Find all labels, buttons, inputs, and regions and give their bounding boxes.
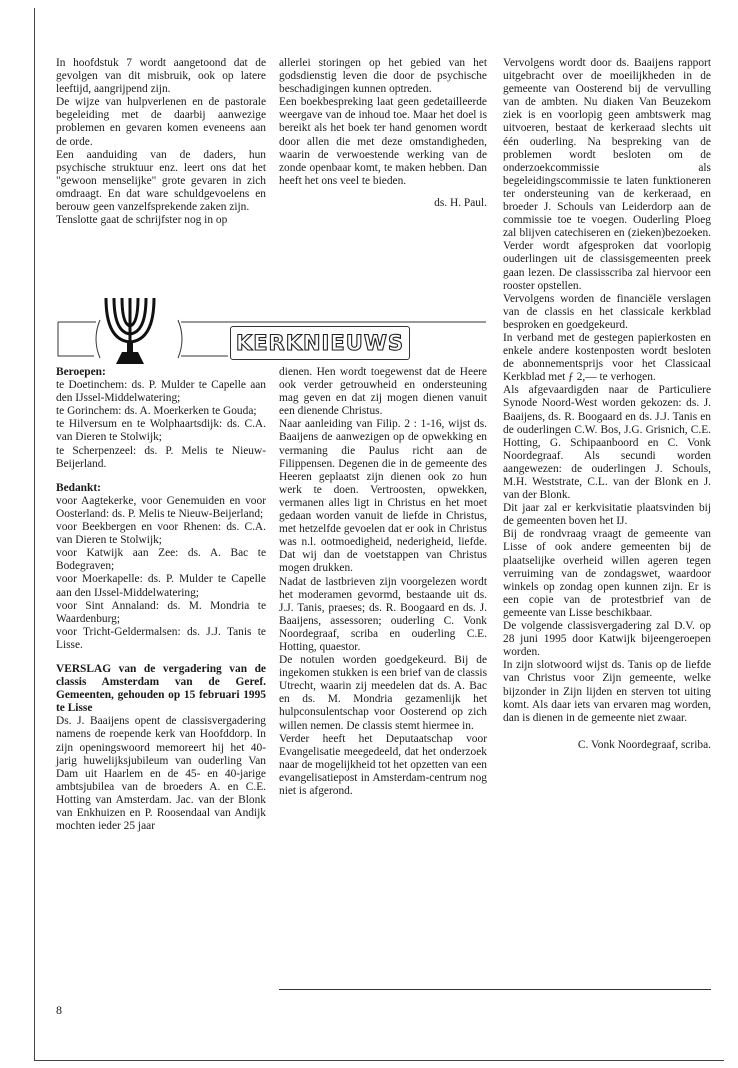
signature: ds. H. Paul.: [434, 196, 487, 209]
page-number: 8: [56, 1003, 62, 1017]
paragraph: dienen. Hen wordt toegewenst dat de Heere ook verder getrouwheid en ondersteuning mag geven en dat zij mogen dienen vanuit een dienende Christus.: [279, 366, 487, 418]
list-item: te Hilversum en te Wolphaartsdijk: ds. C.A. van Dieren te Stolwijk;: [56, 418, 266, 444]
list-item: voor Katwijk aan Zee: ds. A. Bac te Bodegraven;: [56, 547, 266, 573]
paragraph: Nadat de lastbrieven zijn voorgelezen wordt het moderamen gevormd, bestaande uit ds. J.J. Tanis, praeses; ds. R. Boogaard en ds. J. Baaijens, assessoren; ouderling C. Vonk Noordegraaf, scriba en ouderling C.E. Hotting, quaestor.: [279, 575, 487, 653]
paragraph: De notulen worden goedgekeurd. Bij de ingekomen stukken is een brief van de classis Utrecht, waarin zij meedelen dat ds. A. Bac en ds. M. Mondria gezamenlijk het hulpconsulentschap voor Oosterend op zich willen nemen. De classis stemt hiermee in.: [279, 654, 487, 732]
paragraph: allerlei storingen op het gebied van het godsdienstig leven die door de psychische beschadigingen kunnen optreden.: [279, 57, 487, 96]
paragraph: Verder heeft het Deputaatschap voor Evangelisatie meegedeeld, dat het onderzoek naar de mogelijkheid tot het opzetten van een evangelisatiepost in Amsterdam-centrum nog niet is afgerond.: [279, 732, 487, 797]
paragraph: Vervolgens worden de financiële verslagen van de classis en het classicale kerkblad besproken en goedgekeurd.: [503, 292, 711, 331]
paragraph: Als afgevaardigden naar de Particuliere Synode Noord-West worden gekozen: ds. J. Baaijens, ds. R. Boogaard en ds. J.J. Tanis en de ouderlingen C.W. Bos, J.G. Grisnich, C.E. Hotting, G. Schipaanboord en C. Vonk Noordegraaf. Als secundi worden aangewezen: de ouderlingen J. Schouls, M.H. Weststrate, C.L. van der Blonk en J. van der Blonk.: [503, 384, 711, 502]
paragraph: In verband met de gestegen papierkosten en enkele andere kostenposten wordt besloten de abonnementsprijs voor het Classicaal Kerkblad met ƒ 2,— te verhogen.: [503, 331, 711, 384]
list-item: voor Beekbergen en voor Rhenen: ds. C.A. van Dieren te Stolwijk;: [56, 521, 266, 547]
beroepen-heading: Beroepen:: [56, 366, 106, 378]
bottom-rule: [279, 989, 711, 990]
verslag-column-3: [503, 57, 711, 752]
paragraph: In hoofdstuk 7 wordt aangetoond dat de gevolgen van dit misbruik, ook op latere leeftijd, aangrijpend zijn.: [56, 57, 266, 96]
paragraph: Dit jaar zal er kerkvisitatie plaatsvinden bij de gemeenten boven het IJ.: [503, 502, 711, 528]
section-title: KERKNIEUWS: [235, 331, 405, 355]
paragraph: Vervolgens wordt door ds. Baaijens rapport uitgebracht over de moeilijkheden in de gemeente van Oosterend bij de vervulling van de ambten. Nu diaken Van Beuzekom ziek is en voorlopig geen ambtswerk mag uitvoeren, bestaat de kerkeraad slechts uit één ouderling. Na bespreking van de problemen wordt besloten om de onderzoekcommissie als begeleidingscommissie te laten funktioneren ter ondersteuning van de kerkeraad, en broeder J. Schouls van Leiderdorp aan de commissie toe te voegen. Ouderling Ploeg zal blijven catechiseren en (zieken)bezoeken. Verder wordt afgesproken dat voorlopig ouderlingen uit de classisgemeenten preek gaan lezen. De classisscriba zal hiervoor een rooster opstellen.: [503, 57, 711, 292]
list-item: te Scherpenzeel: ds. P. Melis te Nieuw-Beijerland.: [56, 444, 266, 470]
verslag-heading: VERSLAG van de vergadering van de classis Amsterdam van de Geref. Gemeenten, gehouden op 15 februari 1995 te Lisse: [56, 662, 266, 715]
list-item: voor Aagtekerke, voor Genemuiden en voor Oosterland: ds. P. Melis te Nieuw-Beijerland;: [56, 494, 266, 520]
paragraph: Bij de rondvraag vraagt de gemeente van Lisse of ook andere gemeenten bij de plaatselijke overheid willen ageren tegen verruiming van de zondagswet, waardoor winkels op zondag open kunnen zijn. Er is een copie van de protestbrief van de gemeente van Lisse beschikbaar.: [503, 528, 711, 619]
article-column-1: [56, 57, 266, 227]
list-item: voor Sint Annaland: ds. M. Mondria te Waardenburg;: [56, 599, 266, 625]
list-item: voor Moerkapelle: ds. P. Mulder te Capelle aan den IJssel-Middelwatering;: [56, 573, 266, 599]
paragraph: In zijn slotwoord wijst ds. Tanis op de liefde van Christus voor Zijn gemeente, welke bijzonder in Zijn lijden en sterven tot uiting komt. Als daar iets van ervaren mag worden, dan is dienen in de gemeente niet zwaar.: [503, 659, 711, 724]
list-item: voor Tricht-Geldermalsen: ds. J.J. Tanis te Lisse.: [56, 625, 266, 651]
paragraph: Naar aanleiding van Filip. 2 : 1-16, wijst ds. Baaijens de aanwezigen op de opwekking en vermaning die Paulus richt aan de Filippensen. Degenen die in de gemeente des Heeren geplaatst zijn dienen ook zo hun werk te doen. Vertroosten, opwekken, vermanen alles ligt in Christus en het moet gedaan worden vanuit de liefde in Christus, met hetzelfde gevoelen dat er ook in Christus was n.l. ootmoedigheid, nederigheid, liefde. Dat wij dan de voetstappen van Christus mogen drukken.: [279, 418, 487, 575]
list-item: te Doetinchem: ds. P. Mulder te Capelle aan den IJssel-Middelwatering;: [56, 379, 266, 405]
kerknieuws-column-1: [56, 366, 266, 833]
paragraph: Tenslotte gaat de schrijfster nog in op: [56, 214, 228, 227]
paragraph: De volgende classisvergadering zal D.V. op 28 juni 1995 door Katwijk bijeengeroepen worden.: [503, 620, 711, 659]
bedankt-heading: Bedankt:: [56, 481, 101, 494]
list-item: te Gorinchem: ds. A. Moerkerken te Gouda;: [56, 405, 257, 418]
paragraph: De wijze van hulpverlenen en de pastorale begeleiding met de daarbij aanwezige problemen en gevaren komen eveneens aan de orde.: [56, 96, 266, 148]
menorah-icon: [100, 294, 160, 366]
article-column-2: [279, 57, 487, 210]
kerknieuws-column-2: [279, 366, 487, 798]
paragraph: Een boekbespreking laat geen gedetailleerde weergave van de inhoud toe. Maar het doel is bereikt als het boek ter hand genomen wordt door allen die met deze omstandigheden, waarin de verwoestende werking van de zonde openbaar komt, te maken hebben. Dan heeft het ons veel te bieden.: [279, 96, 487, 187]
signature: C. Vonk Noordegraaf, scriba.: [577, 738, 711, 751]
kerknieuws-title-box: [230, 326, 410, 360]
paragraph: Een aanduiding van de daders, hun psychische struktuur enz. leert ons dat het "gewoon menselijke" grote gevaren in zich omdraagt. En dat ware schuldgevoelens en berouw geen vanzelfsprekende zaken zijn.: [56, 148, 266, 214]
paragraph: Ds. J. Baaijens opent de classisvergadering namens de roepende kerk van Hoofddorp. In zijn openingswoord memoreert hij het 40-jarig huwelijksjubileum van ouderling Van Dam uit Haarlem en de 45- en 40-jarige ambtsjubilea van de broeders A. en C.E. Hotting van Amsterdam. Jac. van der Blonk van Enkhuizen en P. Roosendaal van Andijk mochten ieder 25 jaar: [56, 715, 266, 833]
